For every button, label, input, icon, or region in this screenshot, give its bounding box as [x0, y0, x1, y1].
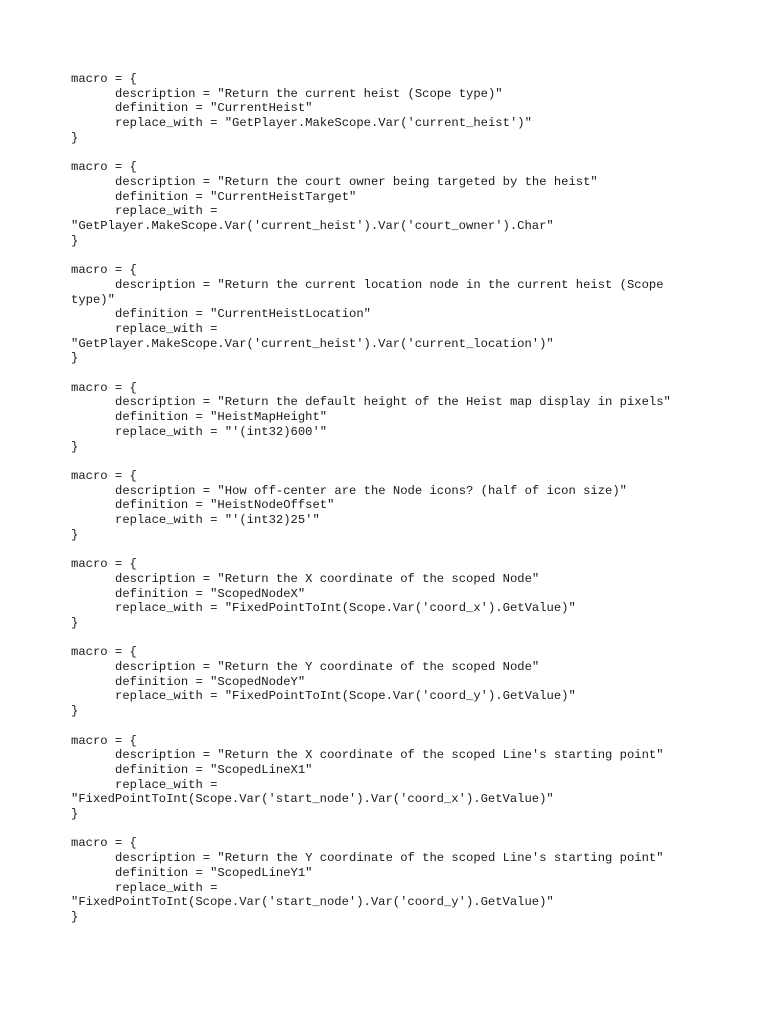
code-line: macro = { [71, 160, 137, 175]
code-line: description = "Return the X coordinate of the scoped Node" [115, 571, 540, 586]
code-line: "GetPlayer.MakeScope.Var('current_heist').Var('court_owner').Char" [71, 219, 554, 234]
code-line: replace_with = [115, 880, 218, 895]
code-line: macro = { [71, 733, 137, 748]
code-line: definition = "HeistNodeOffset" [115, 498, 335, 513]
code-line: macro = { [71, 836, 137, 851]
code-line: type)" [71, 292, 115, 307]
code-line: } [71, 909, 79, 924]
code-line: "FixedPointToInt(Scope.Var('start_node').Var('coord_y').GetValue)" [71, 895, 554, 910]
code-line: definition = "ScopedNodeY" [115, 674, 306, 689]
code-line: replace_with = "FixedPointToInt(Scope.Var('coord_x').GetValue)" [115, 601, 576, 616]
macro-block [71, 734, 731, 822]
code-line: description = "Return the X coordinate of the scoped Line's starting point" [115, 748, 664, 763]
code-line: description = "Return the Y coordinate of the scoped Node" [115, 660, 540, 675]
code-line: macro = { [71, 645, 137, 660]
code-line: } [71, 439, 79, 454]
code-line: definition = "CurrentHeist" [115, 101, 313, 116]
macro-block [71, 557, 731, 631]
code-line: replace_with = [115, 321, 218, 336]
code-line: description = "Return the court owner being targeted by the heist" [115, 174, 598, 189]
code-line: } [71, 233, 79, 248]
code-line: replace_with = "'(int32)25'" [115, 513, 320, 528]
macro-block [71, 381, 731, 455]
macro-block [71, 836, 731, 924]
code-line: definition = "ScopedLineX1" [115, 762, 313, 777]
code-line: description = "Return the default height of the Heist map display in pixels" [115, 395, 671, 410]
code-line: replace_with = "FixedPointToInt(Scope.Var('coord_y').GetValue)" [115, 689, 576, 704]
code-line: macro = { [71, 380, 137, 395]
code-line: definition = "HeistMapHeight" [115, 410, 328, 425]
macro-document [71, 72, 731, 939]
code-line: } [71, 351, 79, 366]
code-line: description = "Return the current location node in the current heist (Scope [115, 277, 664, 292]
code-line: macro = { [71, 557, 137, 572]
macro-block [71, 469, 731, 543]
code-line: macro = { [71, 72, 137, 86]
code-line: macro = { [71, 468, 137, 483]
code-line: } [71, 130, 79, 145]
code-line: replace_with = "'(int32)600'" [115, 424, 328, 439]
code-line: } [71, 807, 79, 822]
code-line: definition = "ScopedLineY1" [115, 865, 313, 880]
macro-block [71, 160, 731, 248]
code-line: } [71, 615, 79, 630]
code-line: replace_with = [115, 777, 218, 792]
macro-block [71, 72, 731, 146]
code-line: "GetPlayer.MakeScope.Var('current_heist').Var('current_location')" [71, 336, 554, 351]
code-line: "FixedPointToInt(Scope.Var('start_node').Var('coord_x').GetValue)" [71, 792, 554, 807]
code-line: definition = "CurrentHeistTarget" [115, 189, 357, 204]
code-line: macro = { [71, 263, 137, 278]
code-line: description = "How off-center are the Node icons? (half of icon size)" [115, 483, 627, 498]
code-line: replace_with = "GetPlayer.MakeScope.Var('current_heist')" [115, 116, 532, 131]
code-line: } [71, 704, 79, 719]
macro-block [71, 263, 731, 366]
code-line: description = "Return the Y coordinate of the scoped Line's starting point" [115, 851, 664, 866]
code-line: definition = "ScopedNodeX" [115, 586, 306, 601]
code-line: replace_with = [115, 204, 218, 219]
code-line: description = "Return the current heist (Scope type)" [115, 86, 503, 101]
code-line: definition = "CurrentHeistLocation" [115, 307, 371, 322]
code-line: } [71, 527, 79, 542]
macro-block [71, 645, 731, 719]
